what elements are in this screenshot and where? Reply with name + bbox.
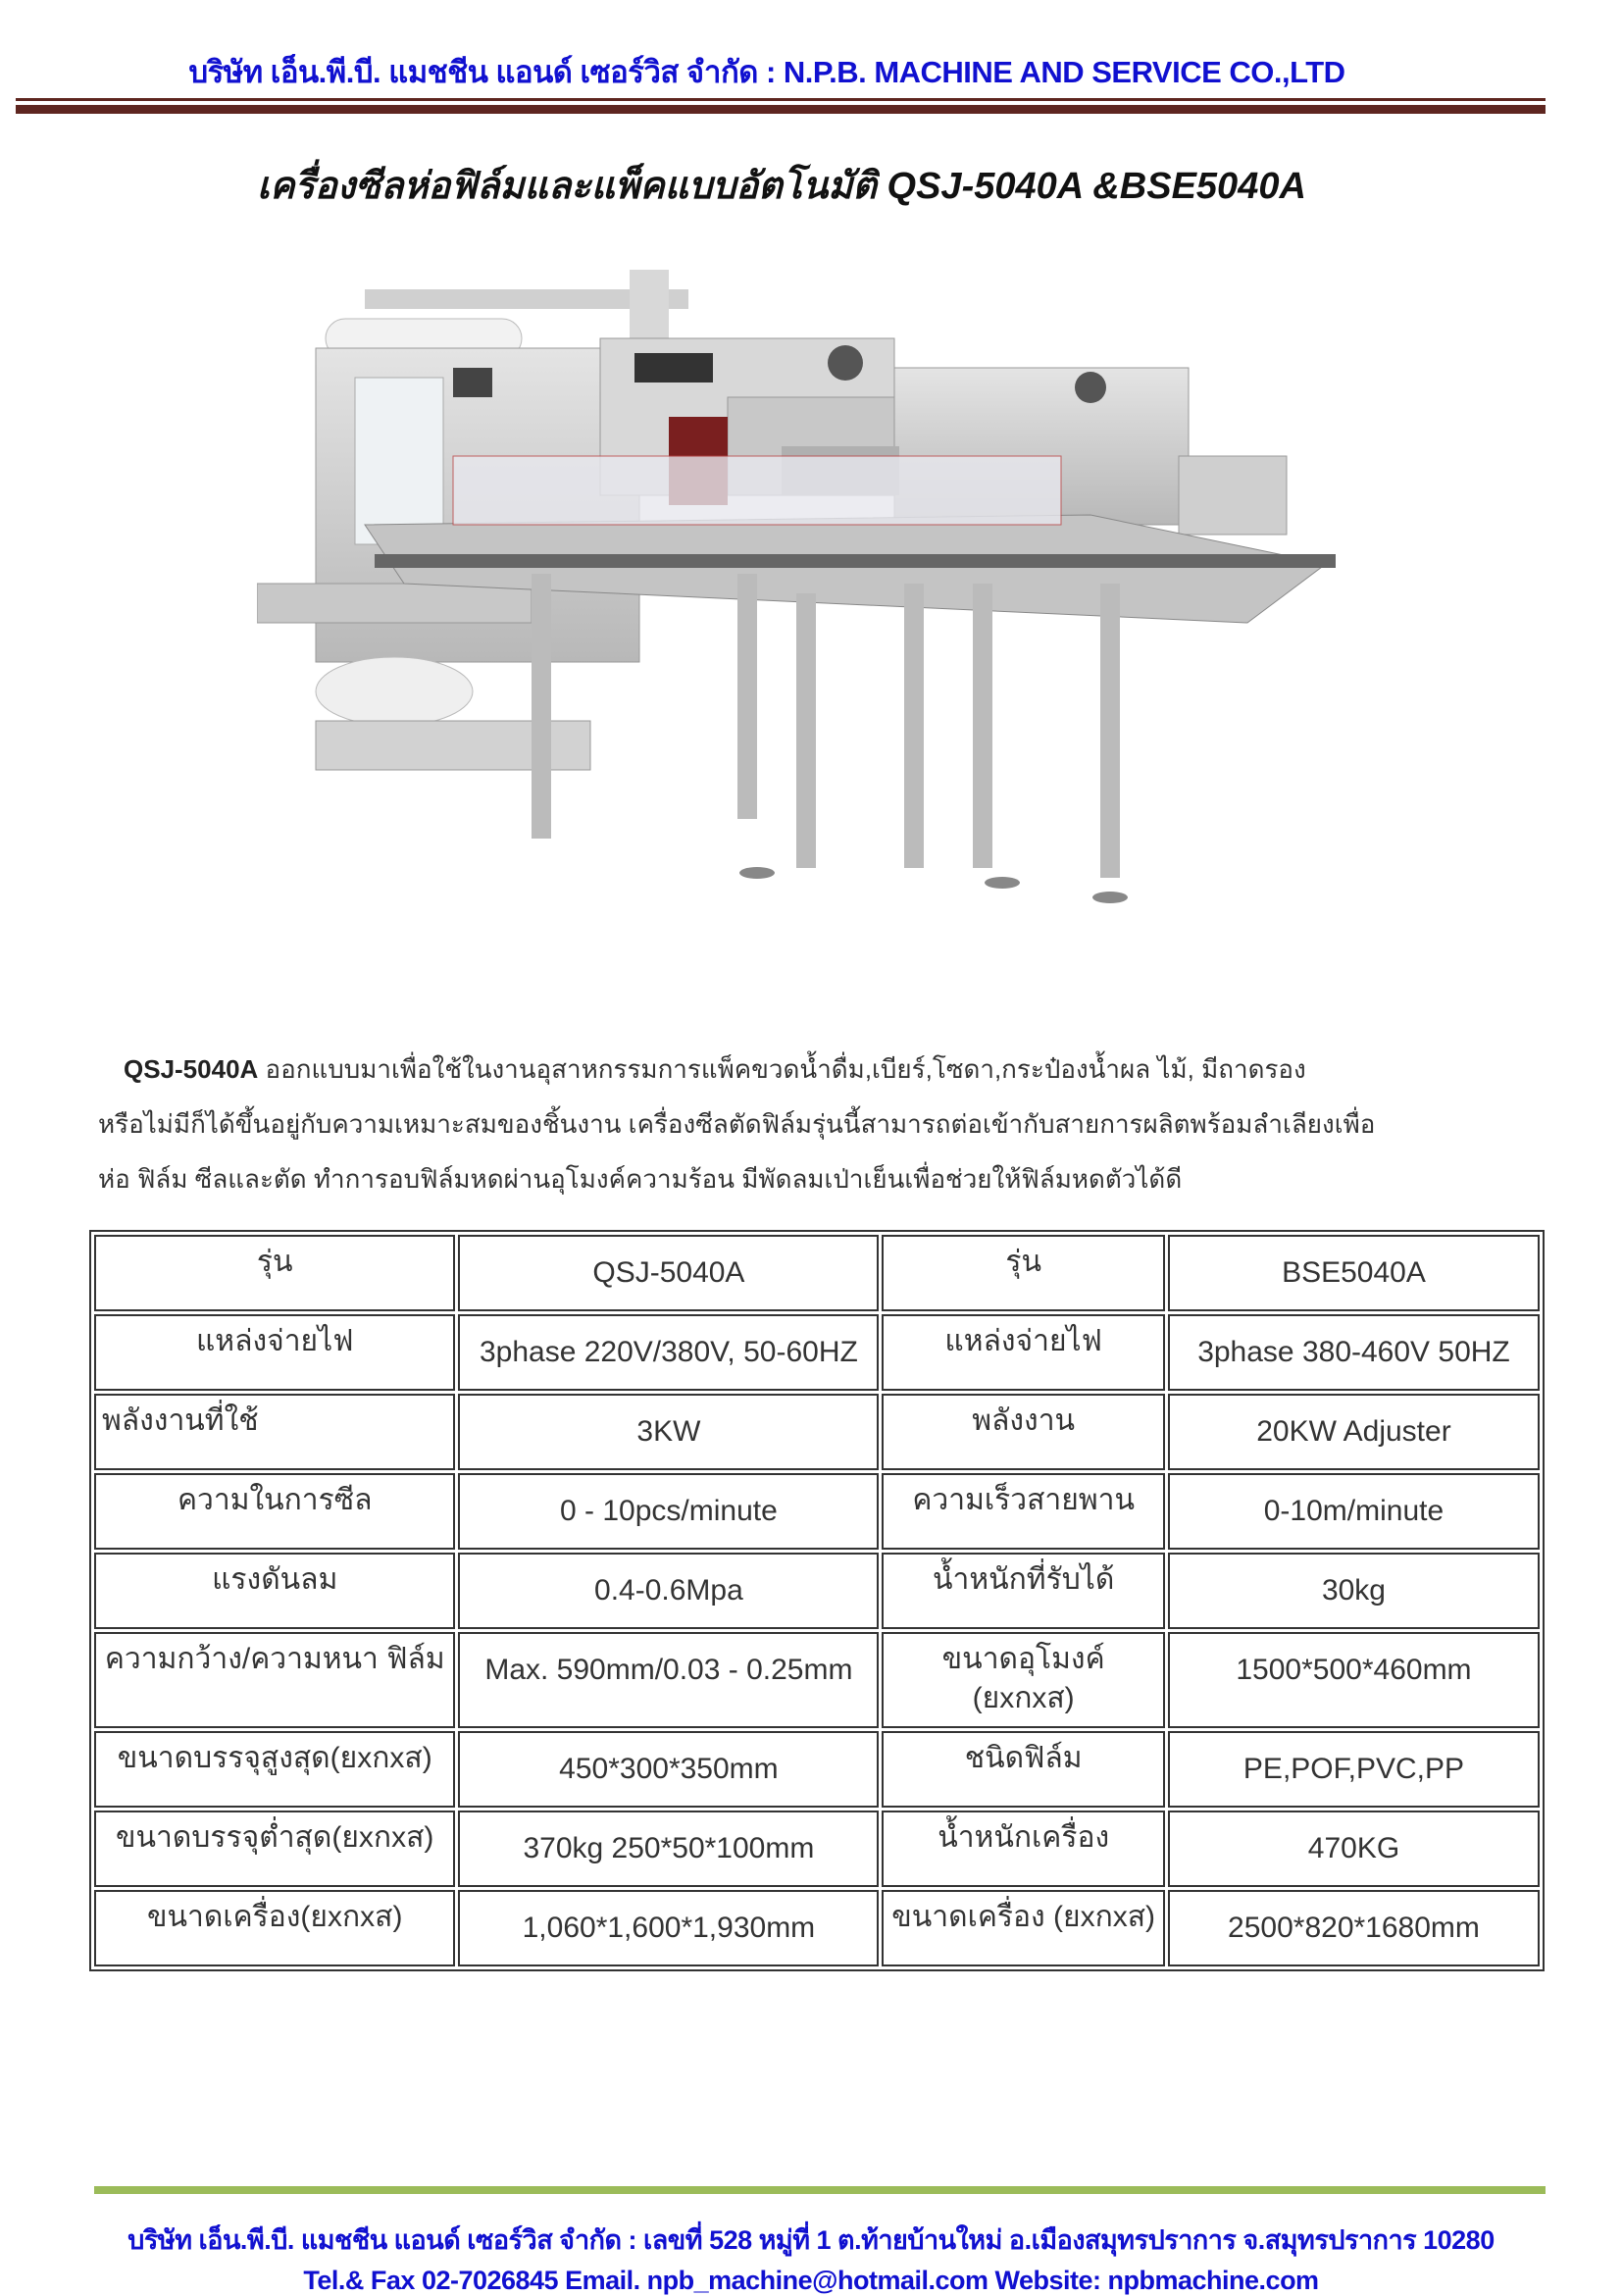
spec-value: 3phase 220V/380V, 50-60HZ <box>458 1314 879 1391</box>
description-line: ออกแบบมาเพื่อใช้ในงานอุสาหกรรมการแพ็คขวดน้ำดื่ม,เบียร์,โซดา,กระป๋องน้ำผล ไม้, มีถาดรอง <box>258 1054 1306 1084</box>
spec-value: 1,060*1,600*1,930mm <box>458 1890 879 1966</box>
table-row <box>94 1553 1540 1629</box>
spec-label: ขนาดบรรจุต่ำสุด(ยxกxส) <box>94 1811 455 1887</box>
spec-label: ความในการซีล <box>94 1473 455 1550</box>
spec-label: ความเร็วสายพาน <box>882 1473 1165 1550</box>
table-row <box>94 1235 1540 1311</box>
spec-label: ขนาดอุโมงค์ (ยxกxส) <box>882 1632 1165 1728</box>
footer-address: บริษัท เอ็น.พี.บี. แมชชีน แอนด์ เซอร์วิส จำกัด : เลขที่ 528 หมู่ที่ 1 ต.ท้ายบ้านใหม่ อ.เมืองสมุทรปราการ จ.สมุทรปราการ 10280 <box>127 2225 1495 2255</box>
table-row <box>94 1394 1540 1470</box>
company-header: บริษัท เอ็น.พี.บี. แมชชีน แอนด์ เซอร์วิส จำกัด : N.P.B. MACHINE AND SERVICE CO.,LTD <box>188 55 1345 89</box>
spec-value: PE,POF,PVC,PP <box>1168 1731 1540 1808</box>
spec-value: 0.4-0.6Mpa <box>458 1553 879 1629</box>
model-name: QSJ-5040A <box>124 1054 259 1084</box>
spec-value: 0 - 10pcs/minute <box>458 1473 879 1550</box>
spec-label: แหล่งจ่ายไฟ <box>882 1314 1165 1391</box>
table-row <box>94 1811 1540 1887</box>
header-divider <box>16 98 1546 101</box>
table-row <box>94 1890 1540 1966</box>
spec-label: น้ำหนักเครื่อง <box>882 1811 1165 1887</box>
spec-label: แหล่งจ่ายไฟ <box>94 1314 455 1391</box>
spec-value: 450*300*350mm <box>458 1731 879 1808</box>
footer-contact: Tel.& Fax 02-7026845 Email. npb_machine@hotmail.com Website: npbmachine.com <box>303 2266 1319 2295</box>
spec-value: Max. 590mm/0.03 - 0.25mm <box>458 1632 879 1728</box>
description-line: หรือไม่มีก็ได้ขึ้นอยู่กับความเหมาะสมของชิ้นงาน เครื่องซีลตัดฟิล์มรุ่นนี้สามารถต่อเข้ากับสายการผลิตพร้อมลำเลียงเพื่อ <box>98 1109 1376 1139</box>
spec-value: 470KG <box>1168 1811 1540 1887</box>
header-divider-thick <box>16 105 1546 114</box>
spec-label: ขนาดเครื่อง (ยxกxส) <box>882 1890 1165 1966</box>
spec-value: 20KW Adjuster <box>1168 1394 1540 1470</box>
spec-label: พลังงาน <box>882 1394 1165 1470</box>
footer-divider <box>94 2186 1546 2194</box>
spec-label: ความกว้าง/ความหนา ฟิล์ม <box>94 1632 455 1728</box>
spec-value: 370kg 250*50*100mm <box>458 1811 879 1887</box>
spec-label: รุ่น <box>882 1235 1165 1311</box>
spec-value: 0-10m/minute <box>1168 1473 1540 1550</box>
spec-label: ขนาดบรรจุสูงสุด(ยxกxส) <box>94 1731 455 1808</box>
description-paragraph <box>98 1042 1549 1206</box>
spec-value: 2500*820*1680mm <box>1168 1890 1540 1966</box>
table-row <box>94 1731 1540 1808</box>
table-row <box>94 1473 1540 1550</box>
page-title: เครื่องซีลห่อฟิล์มและแพ็คแบบอัตโนมัติ QSJ-5040A &BSE5040A <box>257 166 1306 207</box>
machine-photo <box>257 260 1414 937</box>
spec-label: น้ำหนักที่รับได้ <box>882 1553 1165 1629</box>
spec-value: 30kg <box>1168 1553 1540 1629</box>
spec-value: QSJ-5040A <box>458 1235 879 1311</box>
spec-value: 1500*500*460mm <box>1168 1632 1540 1728</box>
spec-label: พลังงานที่ใช้ <box>94 1394 455 1470</box>
table-row <box>94 1632 1540 1728</box>
spec-value: 3KW <box>458 1394 879 1470</box>
spec-table <box>89 1230 1545 1971</box>
spec-label: แรงดันลม <box>94 1553 455 1629</box>
spec-label: รุ่น <box>94 1235 455 1311</box>
spec-value: BSE5040A <box>1168 1235 1540 1311</box>
spec-label: ชนิดฟิล์ม <box>882 1731 1165 1808</box>
spec-value: 3phase 380-460V 50HZ <box>1168 1314 1540 1391</box>
spec-label: ขนาดเครื่อง(ยxกxส) <box>94 1890 455 1966</box>
description-line: ห่อ ฟิล์ม ซีลและตัด ทำการอบฟิล์มหดผ่านอุโมงค์ความร้อน มีพัดลมเป่าเย็นเพื่อช่วยให้ฟิล์มหดตัวได้ดี <box>98 1164 1183 1194</box>
table-row <box>94 1314 1540 1391</box>
